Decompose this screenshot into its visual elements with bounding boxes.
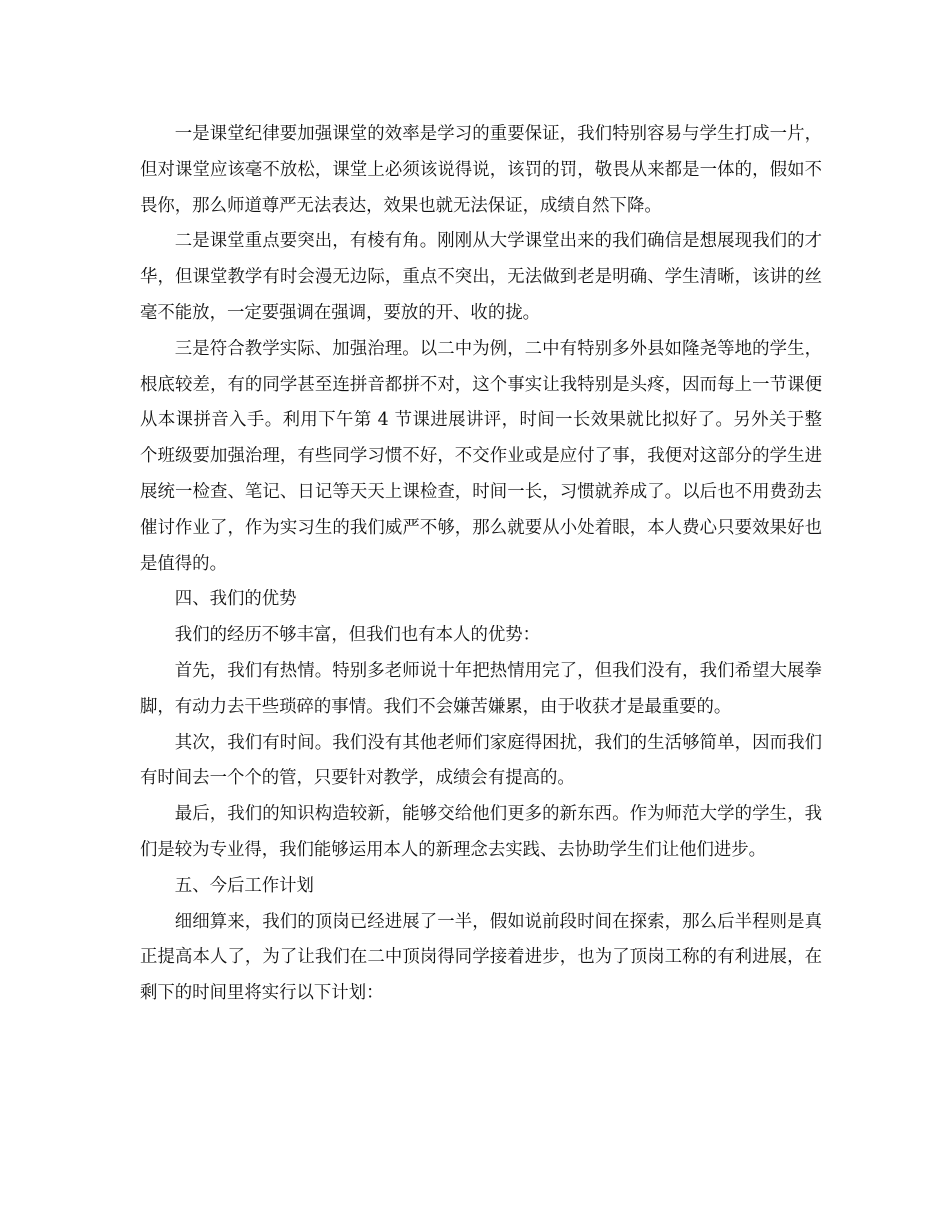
paragraph-advantage-knowledge: 最后，我们的知识构造较新，能够交给他们更多的新东西。作为师范大学的学生，我们是较为专业得，我们能够运用本人的新理念去实践、去协助学生们让他们进步。 — [140, 804, 822, 860]
section-heading-work-plan: 五、今后工作计划 — [174, 875, 314, 896]
paragraph-classroom-discipline: 一是课堂纪律要加强课堂的效率是学习的重要保证，我们特别容易与学生打成一片，但对课堂应该毫不放松，课堂上必须该说得说，该罚的罚，敬畏从来都是一体的，假如不畏你，那么师道尊严无法表达，效果也就无法保证，成绩自然下降。 — [140, 124, 822, 216]
paragraph-classroom-focus: 二是课堂重点要突出，有棱有角。刚刚从大学课堂出来的我们确信是想展现我们的才华，但课堂教学有时会漫无边际，重点不突出，无法做到老是明确、学生清晰，该讲的丝毫不能放，一定要强调在强调，要放的开、收的拢。 — [140, 231, 822, 323]
paragraph-work-plan-intro: 细细算来，我们的顶岗已经进展了一半，假如说前段时间在探索，那么后半程则是真正提高本人了，为了让我们在二中顶岗得同学接着进步，也为了顶岗工称的有利进展，在剩下的时间里将实行以下计划： — [140, 911, 822, 1004]
document-body — [140, 117, 822, 1012]
paragraph-teaching-management: 三是符合教学实际、加强治理。以二中为例，二中有特别多外县如隆尧等地的学生，根底较差，有的同学甚至连拼音都拼不对，这个事实让我特别是头疼，因而每上一节课便从本课拼音入手。利用下午第 4 节课进展讲评，时间一长效果就比拟好了。另外关于整个班级要加强治理，有些同学习惯不好，不交作业或是应付了事，我便对这部分的学生进展统一检查、笔记、日记等天天上课检查，时间一长，习惯就养成了。以后也不用费劲去催讨作业了，作为实习生的我们威严不够，那么就要从小处着眼，本人费心只要效果好也是值得的。 — [140, 338, 822, 574]
paragraph-advantage-time: 其次，我们有时间。我们没有其他老师们家庭得困扰，我们的生活够简单，因而我们有时间去一个个的管，只要针对教学，成绩会有提高的。 — [140, 732, 822, 789]
paragraph-advantage-passion: 首先，我们有热情。特别多老师说十年把热情用完了，但我们没有，我们希望大展拳脚，有动力去干些琐碎的事情。我们不会嫌苦嫌累，由于收获才是最重要的。 — [140, 660, 822, 717]
section-heading-advantages: 四、我们的优势 — [174, 589, 297, 610]
paragraph-advantages-intro: 我们的经历不够丰富，但我们也有本人的优势： — [174, 625, 541, 646]
